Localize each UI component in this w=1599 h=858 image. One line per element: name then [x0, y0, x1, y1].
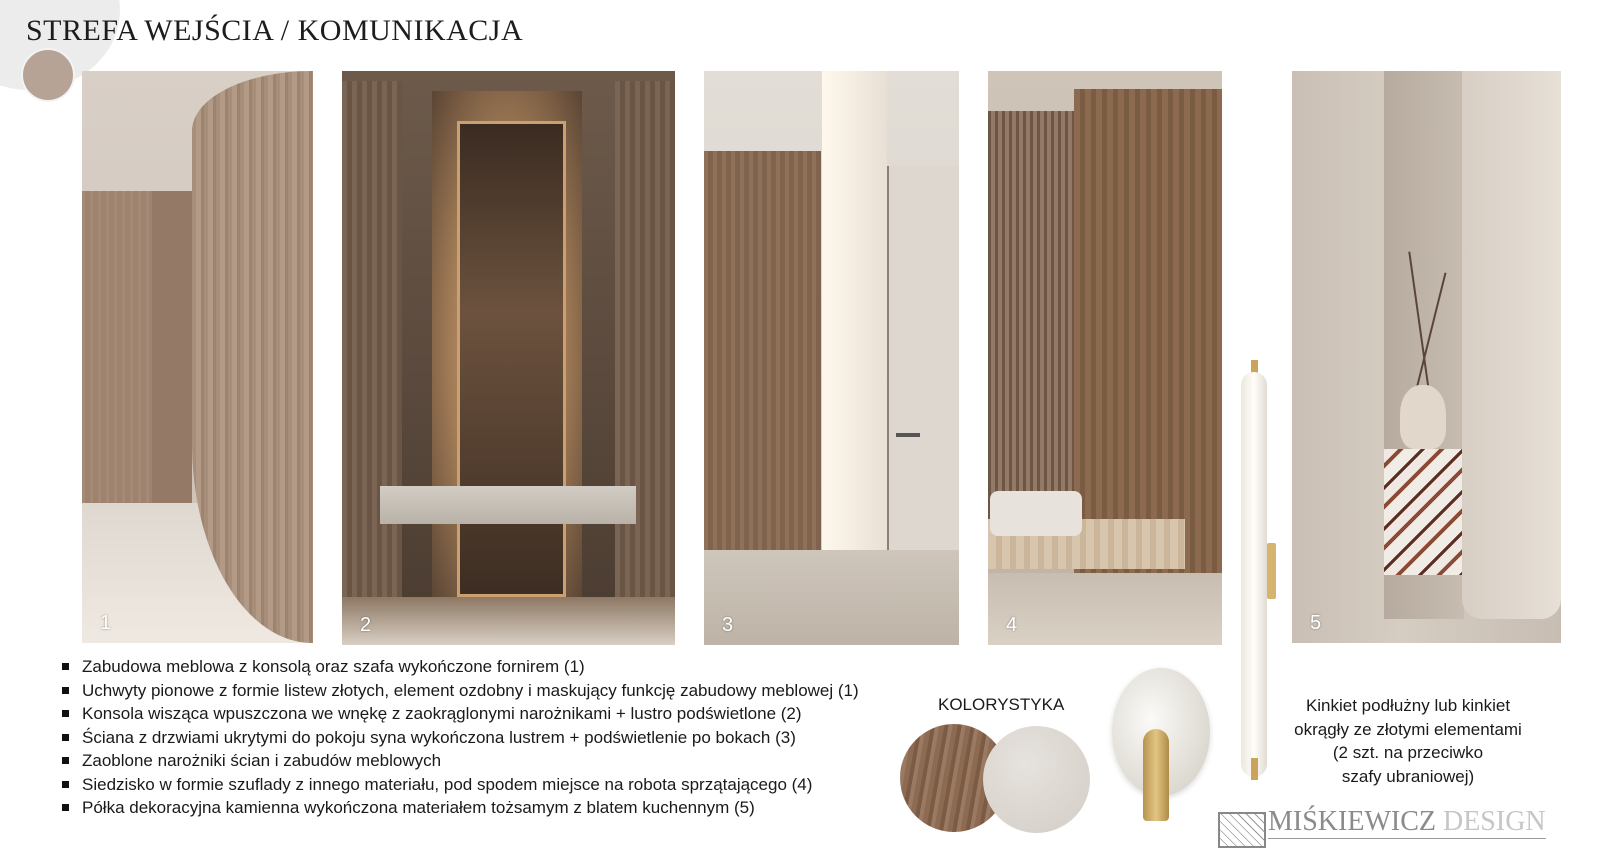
logo-name: MIŚKIEWICZ [1268, 806, 1436, 837]
side-panel-image [615, 81, 675, 621]
vase-image [1400, 385, 1446, 449]
marble-shelf-image [1384, 449, 1462, 575]
accent-dot [21, 48, 75, 102]
hidden-door-image [887, 166, 959, 611]
feature-list [60, 655, 859, 820]
photo-number: 3 [722, 614, 734, 636]
logo-underline [1268, 838, 1546, 839]
lamp-description-line: szafy ubraniowej) [1341, 766, 1475, 786]
tube-lamp-bracket [1267, 543, 1276, 599]
photo-4 [988, 71, 1222, 645]
side-panel-image [342, 81, 402, 621]
photo-number: 1 [100, 612, 112, 634]
lamp-description-line: Kinkiet podłużny lub kinkiet [1305, 696, 1511, 715]
floor-image [342, 597, 675, 645]
photo-1 [82, 71, 313, 643]
logo-design: DESIGN [1442, 806, 1546, 837]
lamp-description-line: okrągły ze złotymi elementami [1294, 719, 1522, 739]
list-item: Konsola wisząca wpuszczona we wnękę z zaokrąglonymi narożnikami + lustro podświetlone (2) [60, 702, 859, 726]
photo-number: 4 [1006, 614, 1018, 636]
list-item: Uchwyty pionowe z formie listew złotych, element ozdobny i maskujący funkcję zabudowy meblowej (1) [60, 679, 859, 703]
tube-lamp-cap [1251, 758, 1258, 780]
door-handle-image [896, 433, 920, 437]
lamp-description [1280, 694, 1536, 788]
photo-number: 5 [1310, 612, 1322, 634]
wood-wall-image [704, 151, 821, 551]
photo-2 [342, 71, 675, 645]
slat-wall-image [988, 111, 1076, 531]
list-item: Ściana z drzwiami ukrytymi do pokoju syna wykończona lustrem + podświetlenie po bokach (3) [60, 726, 859, 750]
page-title: STREFA WEJŚCIA / KOMUNIKACJA [26, 14, 524, 47]
list-item: Zaoblone narożniki ścian i zabudów meblowych [60, 749, 859, 773]
list-item: Siedzisko w formie szuflady z innego materiału, pod spodem miejsce na robota sprzątającego (4) [60, 773, 859, 797]
round-lamp-bracket [1143, 729, 1169, 821]
lamp-description-line: (2 szt. na przeciwko [1332, 743, 1484, 762]
floor-image [988, 573, 1222, 645]
pillar-image [1462, 71, 1561, 619]
tube-lamp-image [1241, 372, 1267, 777]
mirror-image [457, 121, 566, 597]
seat-cushion-image [990, 491, 1082, 536]
list-item: Półka dekoracyjna kamienna wykończona materiałem tożsamym z blatem kuchennym (5) [60, 796, 859, 820]
logo-icon [1218, 812, 1266, 848]
console-shelf-image [380, 486, 636, 524]
photo-5 [1292, 71, 1561, 643]
light-swatch [983, 726, 1090, 833]
logo [1268, 806, 1546, 838]
list-item: Zabudowa meblowa z konsolą oraz szafa wykończone fornirem (1) [60, 655, 859, 679]
cabinet-edge-image [152, 191, 192, 521]
floor-image [704, 550, 959, 645]
photo-3 [704, 71, 959, 645]
photo-number: 2 [360, 614, 372, 636]
colour-scheme-label: KOLORYSTYKA [938, 695, 1065, 714]
